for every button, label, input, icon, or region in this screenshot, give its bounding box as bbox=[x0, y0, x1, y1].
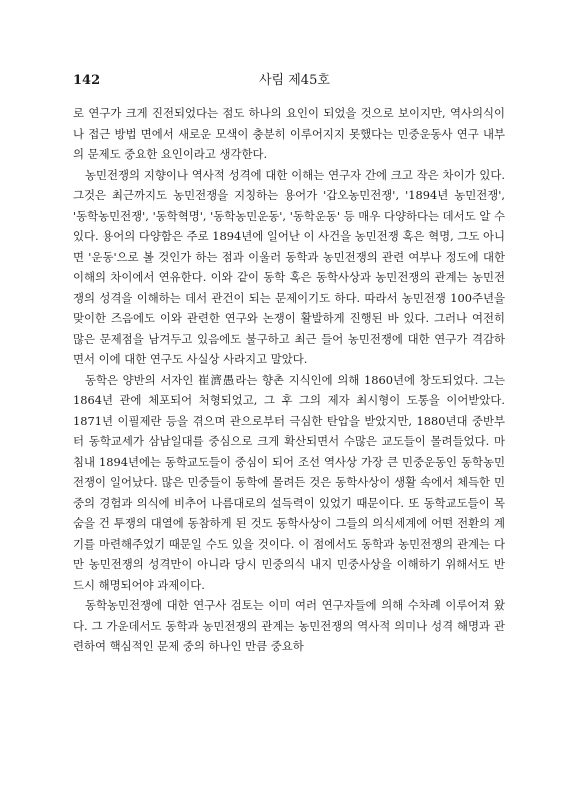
paragraph: 동학농민전쟁에 대한 연구사 검토는 이미 여러 연구자들에 의해 수차례 이루어져 왔다. 그 가운데서도 동학과 농민전쟁의 관계는 농민전쟁의 역사적 의미나 성격 해명과 관련하여 핵심적인 문제 중의 하나인 만큼 중요하 bbox=[73, 598, 505, 653]
running-header bbox=[73, 71, 505, 91]
page-number: 142 bbox=[73, 73, 101, 88]
body-text bbox=[73, 103, 505, 657]
journal-title: 사림 제45호 bbox=[259, 73, 330, 88]
paragraph-continued: 로 연구가 크게 진전되었다는 점도 하나의 요인이 되었을 것으로 보이지만, 역사의식이나 접근 방법 면에서 새로운 모색이 충분히 이루어지지 못했다는 민중운동사 연구 내부의 문제도 중요한 요인이라고 생각한다. bbox=[73, 106, 505, 161]
paragraph: 동학은 양반의 서자인 崔濟愚라는 향촌 지식인에 의해 1860년에 창도되었다. 그는 1864년 관에 체포되어 처형되었고, 그 후 그의 제자 최시형이 도통을 이어받았다. 1871년 이필제란 등을 겪으며 관으로부터 극심한 탄압을 받았지만, 1880년대 중반부터 동학교세가 삼남일대를 중심으로 크게 확산되면서 수많은 교도들이 몰려들었다. 마침내 1894년에는 동학교도들이 중심이 되어 조선 역사상 가장 큰 민중운동인 동학농민전쟁이 일어났다. 많은 민중들이 동학에 몰려든 것은 동학사상이 생활 속에서 체득한 민중의 경험과 의식에 비추어 나름대로의 설득력이 있었기 때문이다. 또 동학교도들이 목숨을 건 투쟁의 대열에 동참하게 된 것도 동학사상이 그들의 의식세계에 어떤 전환의 계기를 마련해주었기 때문일 수도 있을 것이다. 이 점에서도 동학과 농민전쟁의 관계는 다만 농민전쟁의 성격만이 아니라 당시 민중의식 내지 민중사상을 이해하기 위해서도 반드시 해명되어야 과제이다. bbox=[73, 372, 505, 592]
paragraph: 농민전쟁의 지향이나 역사적 성격에 대한 이해는 연구자 간에 크고 작은 차이가 있다. 그것은 최근까지도 농민전쟁을 지칭하는 용어가 '갑오농민전쟁', '1894년 농민전쟁', '동학농민전쟁', '동학혁명', '동학농민운동', '동학운동' 등 매우 다양하다는 데서도 알 수 있다. 용어의 다양함은 주로 1894년에 일어난 이 사건을 농민전쟁 혹은 혁명, 그도 아니면 '운동'으로 볼 것인가 하는 점과 이울러 동학과 농민전쟁의 관련 여부나 정도에 대한 이해의 차이에서 연유한다. 이와 같이 동학 혹은 동학사상과 농민전쟁의 관계는 농민전쟁의 성격을 이해하는 데서 관건이 되는 문제이기도 하다. 따라서 농민전쟁 100주년을 맞이한 즈음에도 이와 관련한 연구와 논쟁이 활발하게 진행된 바 있다. 그러나 여전히 많은 문제점을 남겨두고 있음에도 불구하고 최근 들어 농민전쟁에 대한 연구가 격감하면서 이에 대한 연구도 사실상 사라지고 말았다. bbox=[73, 167, 505, 366]
